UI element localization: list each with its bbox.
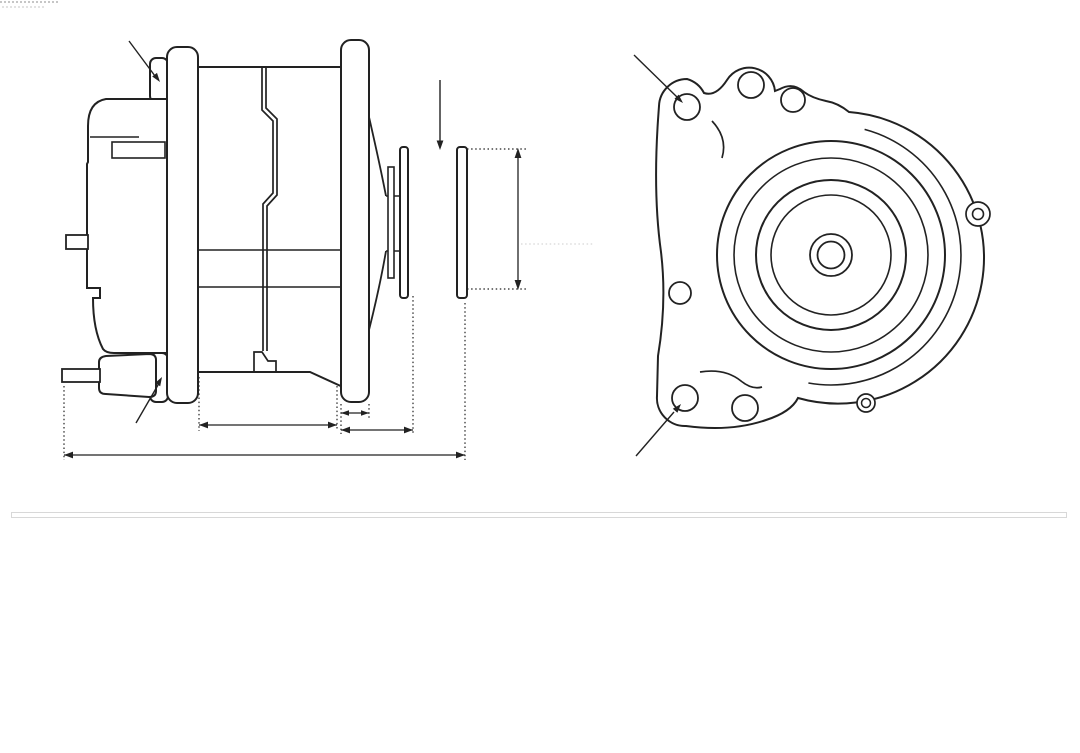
stator-body	[198, 67, 345, 388]
tab-boss-bottom	[857, 394, 875, 412]
side-view-drawing	[62, 40, 593, 460]
rear-flange	[167, 47, 198, 403]
ear-boss-right	[966, 202, 990, 226]
g-callout	[437, 80, 444, 150]
spec-table	[11, 512, 1067, 518]
nose-cone	[369, 117, 386, 330]
shaft-washer	[388, 167, 394, 278]
d1-callout	[634, 55, 683, 103]
front-view-drawing	[634, 55, 990, 456]
terminal-stud-small	[66, 235, 88, 249]
terminal-boot	[99, 354, 156, 397]
shaft-end	[818, 242, 845, 269]
terminal-stud-bplus	[62, 369, 100, 382]
pulley	[400, 147, 467, 298]
od1-dimension	[467, 148, 593, 290]
c-dimension	[199, 377, 337, 431]
front-bracket	[341, 40, 369, 402]
